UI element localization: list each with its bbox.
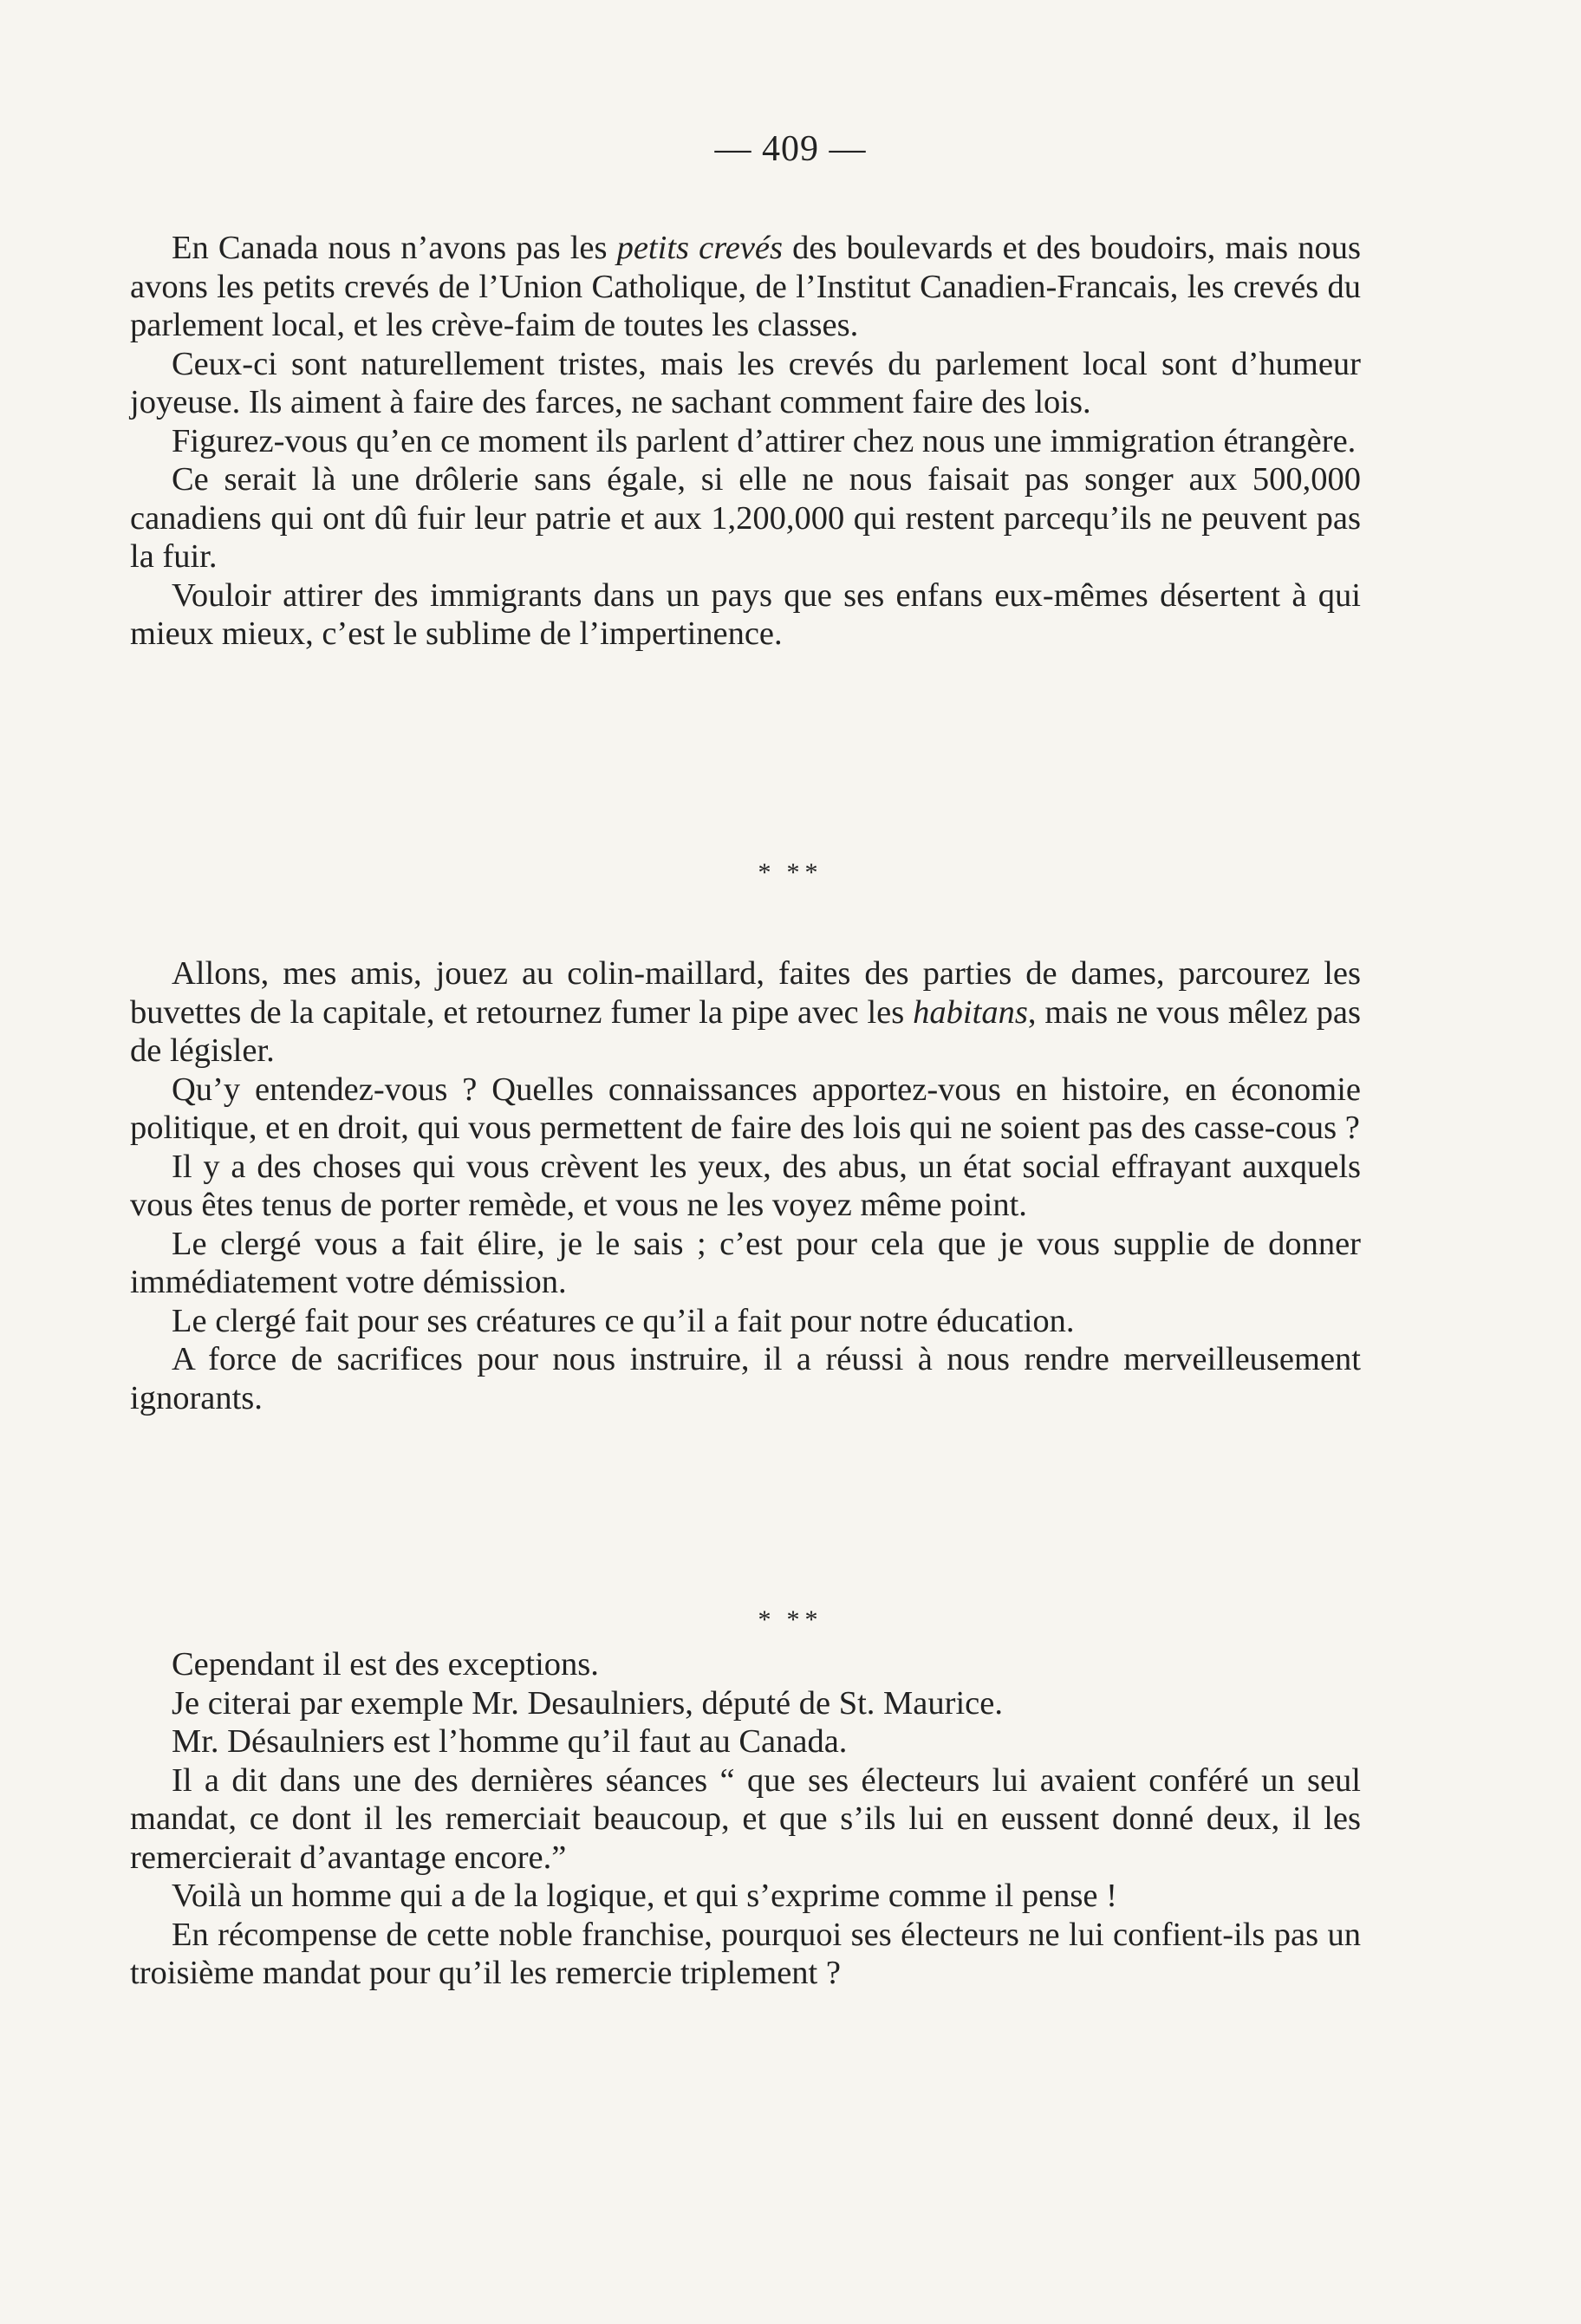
paragraph: En récompense de cette noble franchise, pourquoi ses électeurs ne lui confient-ils pas un troisième mandat pour qu’il les remercie triplement ? [130,1916,1361,1991]
paragraph: Il y a des choses qui vous crèvent les yeux, des abus, un état social effrayant auxquels vous êtes tenus de porter remède, et vous ne les voyez même point. [130,1148,1361,1223]
paragraph: Mr. Désaulniers est l’homme qu’il faut au Canada. [172,1723,848,1760]
paragraph: Le clergé vous a fait élire, je le sais ; c’est pour cela que je vous supplie de donner immédiatement votre démission. [130,1225,1361,1300]
paragraph: Qu’y entendez-vous ? Quelles connaissances apportez-vous en histoire, en économie politique, et en droit, qui vous permettent de faire des lois qui ne soient pas des casse-cous ? [130,1071,1361,1146]
section-2 [130,954,1361,1417]
paragraph: Voilà un homme qui a de la logique, et qui s’exprime comme il pense ! [172,1878,1117,1914]
text-run: des boulevards et des boudoirs, mais nous avons les petits crevés de l’Union Catholique, de l’Institut Canadien-Francais, les crevés du parlement local, et les crève-faim de toutes les classes. [130,230,1361,343]
italic-word: habitans [913,993,1028,1031]
paragraph: Le clergé fait pour ses créatures ce qu’il a fait pour notre éducation. [172,1302,1075,1339]
paragraph: Figurez-vous qu’en ce moment ils parlent d’attirer chez nous une immigration étrangère. [172,422,1357,459]
paragraph: Il a dit dans une des dernières séances “ que ses électeurs lui avaient conféré un seul mandat, ce dont il les remerciait beaucoup, et que s’ils lui en eussent donné deux, il les remercierait d’avantage encore.” [130,1761,1361,1876]
paragraph: Ce serait là une drôlerie sans égale, si elle ne nous faisait pas songer aux 500,000 canadiens qui ont dû fuir leur patrie et aux 1,200,000 qui restent parcequ’ils ne peuvent pas la fuir. [130,461,1361,575]
paragraph: Cependant il est des exceptions. [172,1646,599,1683]
text-run: En Canada nous n’avons pas les [172,230,617,266]
paragraph: Ceux-ci sont naturellement tristes, mais les crevés du parlement local sont d’humeur joyeuse. Ils aiment à faire des farces, ne sachant comment faire des lois. [130,345,1361,420]
paragraph: A force de sacrifices pour nous instruire, il a réussi à nous rendre merveilleusement ignorants. [130,1341,1361,1416]
paragraph [130,229,1361,345]
paragraph [130,954,1361,1071]
paragraph: Vouloir attirer des immigrants dans un pays que ses enfans eux-mêmes désertent à qui mieux mieux, c’est le sublime de l’impertinence. [130,576,1361,652]
text-run: Allons, mes amis, jouez au colin-maillard, faites des parties de dames, parcourez les buvettes de la capitale, et retournez fumer la pipe avec les [130,955,1361,1031]
section-1 [130,229,1361,654]
page-number: — 409 — [714,129,867,169]
italic-phrase: petits crevés [616,230,784,266]
section-ornament: * ** [758,858,823,887]
text-run: , mais ne vous mêlez pas de législer. [130,993,1361,1069]
paragraph: Je citerai par exemple Mr. Desaulniers, député de St. Maurice. [172,1684,1003,1722]
section-ornament: * ** [758,1605,823,1634]
section-3 [130,1645,1361,1993]
